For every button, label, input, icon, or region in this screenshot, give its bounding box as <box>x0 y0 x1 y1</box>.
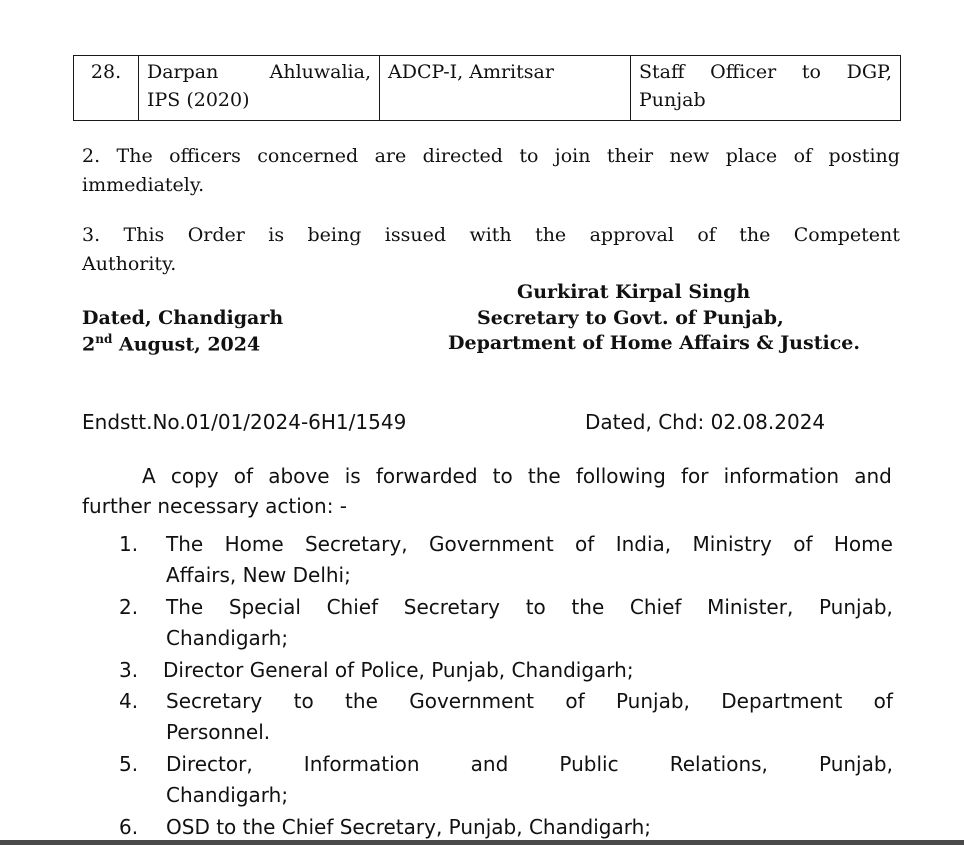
recipient-word: to <box>525 595 546 619</box>
recipient-word: Secretary, <box>304 532 408 556</box>
date-day: 2 <box>82 333 96 356</box>
recipient-word: OSD to the Chief Secretary, Punjab, Chandigarh; <box>166 815 652 839</box>
recipient-item <box>82 686 893 748</box>
recipient-number: 1. <box>119 532 139 556</box>
paragraph-3-word: approval <box>589 224 674 246</box>
recipient-word: the <box>571 595 605 619</box>
recipient-item <box>82 749 893 811</box>
forwarding-word: A <box>142 464 156 488</box>
endorsement-number: Endstt.No.01/01/2024-6H1/1549 <box>82 410 407 434</box>
paragraph-3-word: Competent <box>793 224 900 246</box>
recipient-word: Punjab, <box>615 689 690 713</box>
forwarding-word: to <box>492 464 513 488</box>
recipient-word: of <box>873 689 893 713</box>
forwarding-word: copy <box>170 464 219 488</box>
recipient-word: Home <box>833 532 893 556</box>
paragraph-2-word: directed <box>422 145 503 167</box>
forwarding-word: above <box>268 464 330 488</box>
paragraph-2-word: posting <box>828 145 900 167</box>
recipient-item <box>82 655 893 686</box>
page-bottom-border <box>0 840 964 845</box>
paragraph-3-word: being <box>307 224 362 246</box>
forwarding-word: forwarded <box>375 464 478 488</box>
endorsement-date: Dated, Chd: 02.08.2024 <box>585 410 826 434</box>
forwarding-paragraph <box>82 461 892 521</box>
officer-name-last: Ahluwalia, <box>269 61 371 83</box>
recipient-number: 3. <box>119 658 139 682</box>
recipient-word: Director General of Police, Punjab, Chandigarh; <box>163 658 634 682</box>
word: Officer <box>710 61 777 83</box>
recipient-line2: Personnel. <box>166 720 271 744</box>
recipient-word: Director, <box>166 752 253 776</box>
paragraph-3-word: of <box>697 224 716 246</box>
recipient-word: India, <box>615 532 672 556</box>
paragraph-3-word: issued <box>384 224 447 246</box>
recipient-item <box>82 529 893 591</box>
posting-table <box>73 55 901 121</box>
date-day-suffix: nd <box>95 332 113 346</box>
forwarding-word: for <box>680 464 709 488</box>
recipient-word: Secretary <box>403 595 501 619</box>
recipient-word: Punjab, <box>818 595 893 619</box>
recipient-word: Special <box>228 595 301 619</box>
recipient-word: Relations, <box>669 752 768 776</box>
recipient-word: The <box>166 595 204 619</box>
serial-number-cell <box>74 56 139 121</box>
paragraph-2-word: 2. <box>82 145 101 167</box>
paragraph-3-word: Order <box>187 224 245 246</box>
signatory-designation: Secretary to Govt. of Punjab, <box>477 307 784 329</box>
paragraph-2-word: new <box>669 145 710 167</box>
forwarding-line2: further necessary action: - <box>82 494 348 518</box>
signatory-name: Gurkirat Kirpal Singh <box>517 281 751 303</box>
recipient-line2: Chandigarh; <box>166 783 289 807</box>
recipient-word: Home <box>224 532 284 556</box>
recipient-word: to <box>293 689 314 713</box>
paragraph-2-word: officers <box>169 145 241 167</box>
paragraph-2-word: The <box>116 145 153 167</box>
officer-name-first: Darpan <box>147 61 219 83</box>
paragraph-3-word: the <box>739 224 771 246</box>
paragraph-2-line2: immediately. <box>82 174 205 196</box>
paragraph-2-word: are <box>374 145 407 167</box>
paragraph-2-word: of <box>793 145 813 167</box>
word: DGP, <box>846 61 892 83</box>
paragraph-3-word: is <box>268 224 285 246</box>
recipient-number: 4. <box>119 689 139 713</box>
paragraph-2-word: concerned <box>257 145 359 167</box>
recipient-word: Chief <box>326 595 379 619</box>
recipient-word: Information <box>303 752 420 776</box>
recipient-item <box>82 592 893 654</box>
paragraph-3-word: the <box>535 224 567 246</box>
recipient-line2: Chandigarh; <box>166 626 289 650</box>
paragraph-3-word: with <box>469 224 512 246</box>
forwarding-word: and <box>854 464 892 488</box>
forwarding-word: the <box>527 464 561 488</box>
present-posting: ADCP-I, Amritsar <box>388 61 554 83</box>
dated-place: Dated, Chandigarh <box>82 307 284 329</box>
forwarding-word: of <box>233 464 254 488</box>
signatory-department: Department of Home Affairs & Justice. <box>448 332 860 354</box>
recipient-word: Public <box>559 752 619 776</box>
recipient-word: Minister, <box>707 595 794 619</box>
new-posting-line1 <box>639 58 892 86</box>
recipient-word: Department <box>721 689 843 713</box>
paragraph-2 <box>82 142 900 200</box>
present-posting-cell <box>380 56 631 121</box>
recipient-word: Government <box>428 532 554 556</box>
forwarding-word: following <box>575 464 666 488</box>
word: to <box>801 61 821 83</box>
recipient-word: of <box>793 532 813 556</box>
recipient-number: 2. <box>119 595 139 619</box>
recipient-word: The <box>166 532 204 556</box>
recipient-word: Secretary <box>166 689 263 713</box>
new-posting-cell <box>631 56 901 121</box>
recipient-word: Ministry <box>692 532 772 556</box>
recipient-number: 6. <box>119 815 139 839</box>
recipient-word: of <box>575 532 595 556</box>
paragraph-2-word: join <box>554 145 591 167</box>
serial-number: 28. <box>90 61 122 83</box>
dated-date <box>82 332 260 355</box>
recipient-word: and <box>470 752 509 776</box>
table-row <box>74 56 901 121</box>
new-posting-line2: Punjab <box>639 89 706 111</box>
recipient-word: Government <box>409 689 534 713</box>
recipient-word: Punjab, <box>819 752 893 776</box>
word: Staff <box>639 61 685 83</box>
recipient-item <box>82 812 893 843</box>
recipient-word: the <box>345 689 378 713</box>
paragraph-3-word: This <box>123 224 165 246</box>
recipient-number: 5. <box>119 752 139 776</box>
paragraph-3-word: 3. <box>82 224 101 246</box>
paragraph-3 <box>82 221 900 279</box>
recipient-word: Chief <box>629 595 682 619</box>
paragraph-2-word: place <box>725 145 778 167</box>
officer-name-cell <box>139 56 380 121</box>
recipient-word: of <box>565 689 585 713</box>
paragraph-2-word: their <box>606 145 654 167</box>
forwarding-word: is <box>344 464 361 488</box>
officer-service-batch: IPS (2020) <box>147 89 250 111</box>
forwarding-word: information <box>723 464 840 488</box>
paragraph-2-word: to <box>519 145 539 167</box>
recipient-line2: Affairs, New Delhi; <box>166 563 351 587</box>
date-month-year: August, 2024 <box>118 333 261 356</box>
paragraph-3-line2: Authority. <box>82 253 177 275</box>
